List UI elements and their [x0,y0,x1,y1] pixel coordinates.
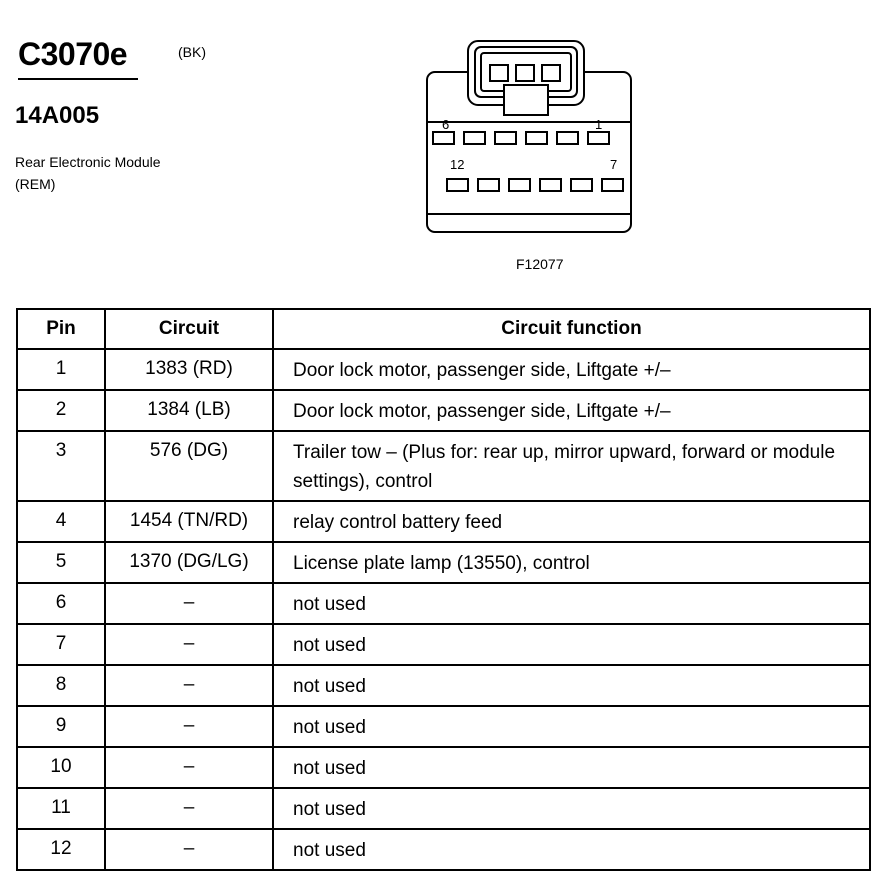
circuit-cell: – [105,747,273,788]
table-row [17,431,870,501]
cavity-4 [495,132,516,144]
function-cell: not used [273,624,870,665]
function-cell: not used [273,747,870,788]
table-row [17,706,870,747]
cavity-10 [509,179,530,191]
connector-id-underline [18,78,138,80]
function-cell: not used [273,829,870,870]
circuit-cell: 1370 (DG/LG) [105,542,273,583]
circuit-cell: – [105,624,273,665]
pin-cell: 5 [17,542,105,583]
part-number: 14A005 [15,102,100,129]
table-row [17,624,870,665]
function-cell: Trailer tow – (Plus for: rear up, mirror upward, forward or module settings), control [273,431,870,501]
pin-cell: 8 [17,665,105,706]
pin-label-12: 12 [450,157,465,172]
color-code: (BK) [178,44,206,60]
pin-cell: 9 [17,706,105,747]
pin-cell: 11 [17,788,105,829]
table-row [17,390,870,431]
circuit-cell: – [105,829,273,870]
pin-cell: 4 [17,501,105,542]
pin-label-1: 1 [595,117,603,132]
cavity-1 [588,132,609,144]
circuit-cell: 576 (DG) [105,431,273,501]
cavity-8 [571,179,592,191]
function-cell: Door lock motor, passenger side, Liftgate +/– [273,390,870,431]
cavity-6 [433,132,454,144]
table-row [17,349,870,390]
table-row [17,665,870,706]
pin-cell: 10 [17,747,105,788]
function-cell: not used [273,665,870,706]
pin-cell: 12 [17,829,105,870]
function-cell: not used [273,706,870,747]
circuit-cell: 1383 (RD) [105,349,273,390]
function-cell: Door lock motor, passenger side, Liftgate +/– [273,349,870,390]
cavity-12 [447,179,468,191]
function-cell: not used [273,583,870,624]
circuit-cell: – [105,706,273,747]
module-name: Rear Electronic Module (REM) [15,154,161,192]
column-header-circuit: Circuit [105,309,273,349]
function-cell: not used [273,788,870,829]
pin-cell: 2 [17,390,105,431]
table-row [17,747,870,788]
pin-cell: 6 [17,583,105,624]
function-cell: License plate lamp (13550), control [273,542,870,583]
table-row [17,542,870,583]
figure-id: F12077 [516,256,564,272]
connector-id: C3070e [18,36,128,72]
cavity-3 [526,132,547,144]
circuit-cell: – [105,788,273,829]
table-row [17,788,870,829]
column-header-pin: Pin [17,309,105,349]
table-row [17,583,870,624]
circuit-cell: 1384 (LB) [105,390,273,431]
table-row [17,501,870,542]
circuit-cell: – [105,583,273,624]
pinout-table [16,308,871,871]
pin-cell: 1 [17,349,105,390]
pin-label-7: 7 [610,157,618,172]
cavity-11 [478,179,499,191]
cavity-7 [602,179,623,191]
column-header-function: Circuit function [273,309,870,349]
cavity-2 [557,132,578,144]
pin-cell: 7 [17,624,105,665]
cavity-9 [540,179,561,191]
circuit-cell: 1454 (TN/RD) [105,501,273,542]
function-cell: relay control battery feed [273,501,870,542]
circuit-cell: – [105,665,273,706]
pin-cell: 3 [17,431,105,501]
pin-label-6: 6 [442,117,450,132]
table-header-row [17,309,870,349]
cavity-5 [464,132,485,144]
connector-face-diagram [420,38,636,238]
